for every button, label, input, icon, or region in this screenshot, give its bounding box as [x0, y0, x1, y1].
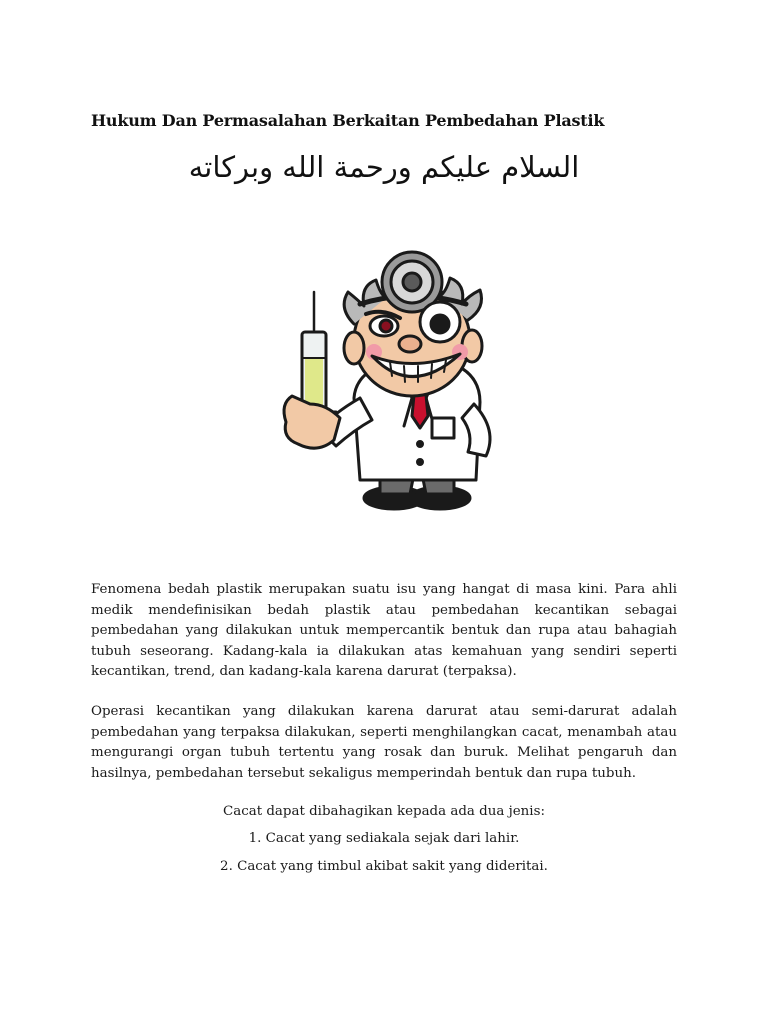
- paragraph-2: Operasi kecantikan yang dilakukan karena darurat atau semi-darurat adalah pembedahan yang terpaksa dilakukan, seperti menghilangkan cacat, menambah atau mengurangi organ tubuh tertentu yang rosak dan buruk. Melihat pengaruh dan hasilnya, pembedahan tersebut sekaligus memperindah bentuk dan rupa tubuh.: [91, 704, 677, 781]
- paragraph-1: Fenomena bedah plastik merupakan suatu isu yang hangat di masa kini. Para ahli medik mendefinisikan bedah plastik atau pembedahan kecantikan sebagai pembedahan yang dilakukan untuk mempercantik bentuk dan rupa atau bahagiah tubuh seseorang. Kadang-kala ia dilakukan atas kemahuan yang sendiri seperti kecantikan, trend, dan kadang-kala karena darurat (terpaksa).: [91, 582, 677, 680]
- document-title: Hukum Dan Permasalahan Berkaitan Pembedahan Plastik: [91, 111, 605, 130]
- list-item-2: 2. Cacat yang timbul akibat sakit yang dideritai.: [220, 859, 548, 874]
- list-item-1: 1. Cacat yang sediakala sejak dari lahir.: [248, 831, 520, 846]
- doctor-with-syringe-icon: [262, 248, 512, 516]
- doctor-illustration: [262, 248, 512, 516]
- arabic-greeting: السلام عليكم ورحمة الله وبركاته: [188, 150, 580, 184]
- list-intro: Cacat dapat dibahagikan kepada ada dua jenis:: [223, 804, 545, 819]
